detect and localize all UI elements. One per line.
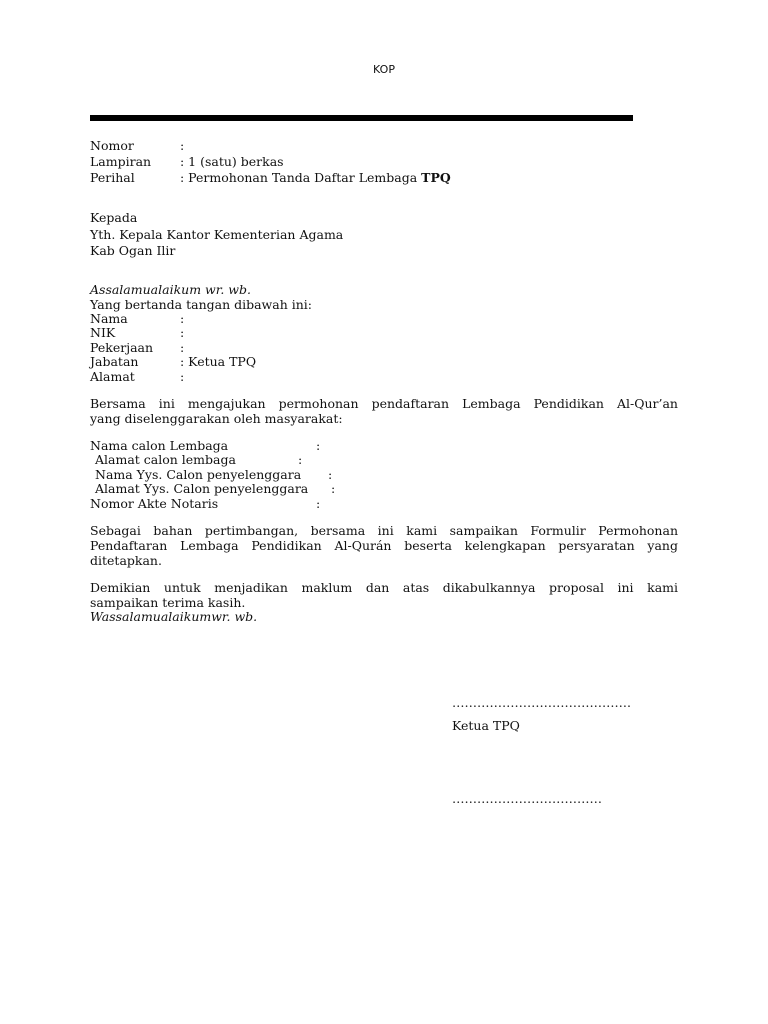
intro-line: Yang bertanda tangan dibawah ini: [90, 297, 312, 312]
identity-label: NIK [90, 325, 116, 340]
identity-label: Jabatan [90, 354, 139, 369]
institution-value: : [316, 438, 321, 453]
signature-top-dots: ……………………………………. [452, 695, 631, 710]
meta-perihal-label: Perihal [90, 170, 135, 185]
greeting: Assalamualaikum wr. wb. [90, 282, 251, 297]
paragraph-3 [90, 580, 678, 610]
meta-perihal-value-bold: TPQ [421, 170, 451, 185]
identity-label: Alamat [90, 369, 135, 384]
paragraph-2-line-2: Pendaftaran Lembaga Pendidikan Al-Qurán beserta kelengkapan persyaratan yang [90, 538, 678, 553]
identity-value: : [180, 369, 185, 384]
institution-value: : [328, 467, 333, 482]
identity-value: : [180, 311, 185, 326]
recipient-line-3: Kab Ogan Ilir [90, 243, 176, 258]
paragraph-2 [90, 523, 678, 568]
institution-label: Nama calon Lembaga [90, 438, 229, 453]
paragraph-2-line-3: ditetapkan. [90, 553, 162, 568]
institution-value: : [316, 496, 321, 511]
identity-label: Nama [90, 311, 128, 326]
recipient-line-2: Yth. Kepala Kantor Kementerian Agama [90, 227, 344, 242]
meta-lampiran-value: : 1 (satu) berkas [180, 154, 284, 169]
institution-label: Alamat calon lembaga [95, 452, 236, 467]
institution-value: : [331, 481, 336, 496]
institution-label: Nama Yys. Calon penyelenggara [95, 467, 302, 482]
paragraph-3-line-1: Demikian untuk menjadikan maklum dan atas dikabulkannya proposal ini kami [90, 580, 678, 595]
closing: Wassalamualaikumwr. wb. [90, 609, 258, 624]
identity-label: Pekerjaan [90, 340, 154, 355]
meta-perihal-value: : Permohonan Tanda Daftar Lembaga [180, 170, 418, 185]
kop-header: KOP [373, 63, 395, 76]
paragraph-1 [90, 396, 678, 426]
institution-label: Alamat Yys. Calon penyelenggara [95, 481, 309, 496]
paragraph-1-line-1: Bersama ini mengajukan permohonan pendaftaran Lembaga Pendidikan Al-Qur’an [90, 396, 678, 411]
identity-value: : [180, 340, 185, 355]
paragraph-1-line-2: yang diselenggarakan oleh masyarakat: [90, 411, 343, 426]
paragraph-3-line-2: sampaikan terima kasih. [90, 595, 246, 610]
meta-nomor-value: : [180, 138, 185, 153]
recipient-line-1: Kepada [90, 210, 138, 225]
header-rule [90, 115, 633, 121]
signature-title: Ketua TPQ [452, 718, 520, 733]
identity-value: : [180, 325, 185, 340]
signature-name-dots: ……………………………… [452, 791, 602, 806]
meta-lampiran-label: Lampiran [90, 154, 152, 169]
institution-value: : [298, 452, 303, 467]
institution-label: Nomor Akte Notaris [90, 496, 219, 511]
meta-nomor-label: Nomor [90, 138, 134, 153]
paragraph-2-line-1: Sebagai bahan pertimbangan, bersama ini kami sampaikan Formulir Permohonan [90, 523, 678, 538]
identity-value: : Ketua TPQ [180, 354, 257, 369]
